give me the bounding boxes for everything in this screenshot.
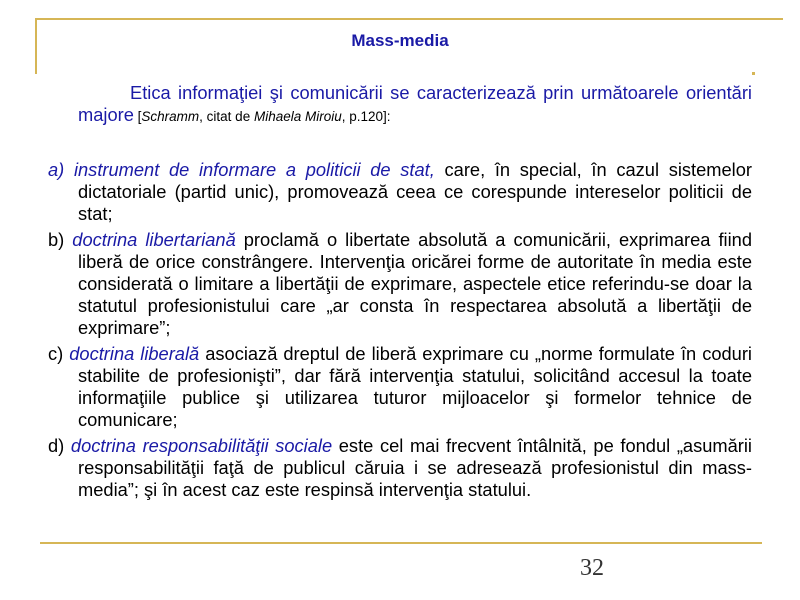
item-term: doctrina libertariană [72, 229, 236, 250]
intro-source [134, 109, 391, 124]
bottom-divider [40, 542, 762, 544]
source-end: , p.120]: [341, 109, 391, 124]
item-marker: d) [48, 435, 65, 456]
source-author: Schramm [141, 109, 200, 124]
item-marker: b) [48, 229, 65, 250]
intro-text: Etica informaţiei şi comunicării se caracterizează prin următoarele orientări majore [78, 82, 752, 125]
list-item-d [48, 435, 752, 501]
list-item-c [48, 343, 752, 431]
accent-dot [752, 72, 755, 75]
item-term: instrument de informare a politicii de stat, [73, 159, 435, 180]
intro-paragraph [48, 82, 752, 128]
page-number: 32 [580, 555, 604, 581]
slide-body [48, 82, 752, 505]
list-item-a [48, 159, 752, 225]
item-marker: c) [48, 343, 64, 364]
item-text: care, în special, în cazul sistemelor dictatoriale (partid unic), promovează ceea ce corespunde intereselor politicii de stat; [78, 159, 752, 224]
item-term: doctrina responsabilităţii sociale [70, 435, 333, 456]
slide-title: Mass-media [351, 31, 449, 50]
item-text: proclamă o libertate absolută a comunicării, exprimarea fiind liberă de orice constrângere. Intervenţia oricărei forme de autoritate în media este considerată o limitare a libertăţii de exprimare, aspectele etice referindu-se doar la statutul profesionistului care „ar consta în respectarea absolută a libertăţii de exprimare”; [78, 229, 752, 338]
item-marker: a) [48, 159, 65, 180]
list-item-b [48, 229, 752, 339]
item-text: asociază dreptul de liberă exprimare cu „norme formulate în coduri stabilite de profesionişti”, dar fără intervenţia statului, solicitând accesul la toate informaţiile publice şi utilizarea tuturor mijloacelor şi formelor tehnice de comunicare; [78, 343, 752, 430]
source-open: [ [133, 109, 142, 124]
source-mid: , citat de [199, 109, 254, 124]
item-text: este cel mai frecvent întâlnită, pe fondul „asumării responsabilităţii faţă de publicul căruia i se adresează profesionistul din mass-media”; şi în acest caz este respinsă intervenţia statului. [78, 435, 752, 500]
top-divider [35, 18, 783, 20]
item-term: doctrina liberală [69, 343, 200, 364]
source-cited: Mihaela Miroiu [253, 109, 342, 124]
